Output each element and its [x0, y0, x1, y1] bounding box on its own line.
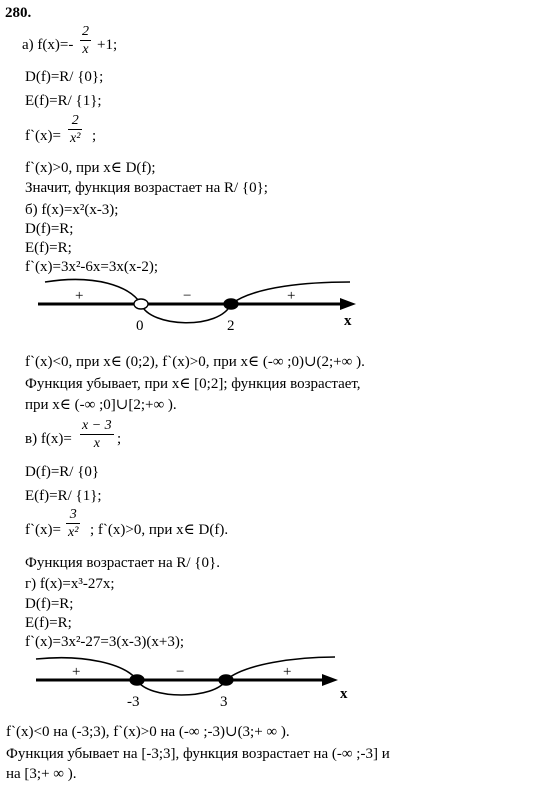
- part-b-monotonic-2: при x∈ (-∞ ;0]∪[2;+∞ ).: [25, 397, 177, 413]
- part-b-sign-right: +: [287, 288, 296, 304]
- part-v-derivative-fraction: [66, 507, 80, 540]
- part-g-sign-text: f`(x)<0 на (-3;3), f`(x)>0 на (-∞ ;-3)∪(3;+ ∞ ).: [6, 724, 290, 740]
- part-b-monotonic-1: Функция убывает, при x∈ [0;2]; функция возрастает,: [25, 376, 361, 392]
- part-b-function: б) f(x)=x²(x-3);: [25, 202, 119, 218]
- axis-arrow-icon: [340, 298, 356, 310]
- fraction-bar: [80, 434, 114, 435]
- part-g-sign-right: +: [283, 664, 292, 680]
- part-a-function-suffix: +1;: [97, 37, 118, 53]
- part-b-domain: D(f)=R;: [25, 221, 74, 237]
- part-b-range: E(f)=R;: [25, 240, 72, 256]
- part-v-derivative-suffix: ; f`(x)>0, при x∈ D(f).: [90, 522, 229, 538]
- part-b-axis-label: x: [344, 313, 352, 329]
- open-point: [134, 299, 148, 309]
- problem-number: 280.: [5, 5, 32, 21]
- fraction-bar: [66, 523, 80, 524]
- part-g-conclusion-1: Функция убывает на [-3;3], функция возрастает на (-∞ ;-3] и: [6, 746, 390, 762]
- part-v-derivative-prefix: f`(x)=: [25, 522, 61, 538]
- part-a-range: E(f)=R/ {1};: [25, 93, 102, 109]
- fraction-bar: [68, 129, 82, 130]
- part-g-function: г) f(x)=x³-27x;: [25, 576, 115, 592]
- part-a-domain: D(f)=R/ {0};: [25, 69, 104, 85]
- part-a-fraction-numerator: 2: [82, 24, 89, 39]
- part-a-derivative-suffix: ;: [92, 128, 97, 144]
- part-g-conclusion-2: на [3;+ ∞ ).: [6, 766, 77, 782]
- part-a-fraction-denominator: x: [82, 42, 89, 57]
- part-v-function-suffix: ;: [117, 431, 122, 447]
- part-v-fraction-denominator: x: [93, 436, 100, 451]
- part-b-point-label-1: 2: [227, 318, 235, 334]
- part-g-sign-middle: −: [176, 664, 185, 680]
- sign-arc-middle: [141, 304, 231, 323]
- part-a-deriv-numerator: 2: [71, 113, 79, 128]
- part-v-deriv-denominator: x²: [68, 525, 79, 540]
- part-g-domain: D(f)=R;: [25, 596, 74, 612]
- part-a-derivative-fraction: [68, 113, 82, 146]
- sign-arc-middle: [137, 680, 226, 695]
- part-b-sign-left: +: [75, 288, 84, 304]
- axis-arrow-icon: [322, 674, 338, 686]
- sign-arc-right: [226, 657, 335, 680]
- part-g-sign-left: +: [72, 664, 81, 680]
- part-v-range: E(f)=R/ {1};: [25, 488, 102, 504]
- part-a-conclusion: Значит, функция возрастает на R/ {0};: [25, 180, 268, 196]
- part-g-range: E(f)=R;: [25, 615, 72, 631]
- part-g-point-label-1: 3: [220, 694, 228, 710]
- part-g-point-label-0: -3: [127, 694, 140, 710]
- part-a-derivative-prefix: f`(x)=: [25, 128, 61, 144]
- part-v-function-prefix: в) f(x)=: [25, 431, 72, 447]
- part-a-deriv-denominator: x²: [70, 131, 81, 146]
- sign-arc-left: [36, 658, 137, 680]
- filled-point: [130, 675, 144, 685]
- fraction-bar: [80, 40, 91, 41]
- part-b-sign-middle: −: [183, 288, 192, 304]
- part-b-point-label-0: 0: [136, 318, 144, 334]
- part-b-derivative: f`(x)=3x²-6x=3x(x-2);: [25, 259, 159, 275]
- part-g-axis-label: x: [340, 686, 348, 702]
- sign-arc-left: [45, 279, 141, 304]
- part-v-function-fraction: [80, 418, 114, 451]
- part-v-domain: D(f)=R/ {0}: [25, 464, 100, 480]
- filled-point: [224, 299, 238, 309]
- part-v-conclusion: Функция возрастает на R/ {0}.: [25, 555, 220, 571]
- part-v-deriv-numerator: 3: [69, 507, 77, 522]
- part-g-derivative: f`(x)=3x²-27=3(x-3)(x+3);: [25, 634, 184, 650]
- part-b-sign-text: f`(x)<0, при x∈ (0;2), f`(x)>0, при x∈ (-∞ ;0)∪(2;+∞ ).: [25, 354, 365, 370]
- filled-point: [219, 675, 233, 685]
- part-a-function-prefix: а) f(x)=-: [22, 37, 74, 53]
- part-v-fraction-numerator: x − 3: [82, 418, 112, 433]
- part-a-positive: f`(x)>0, при x∈ D(f);: [25, 160, 156, 176]
- part-a-function-fraction: [80, 24, 91, 57]
